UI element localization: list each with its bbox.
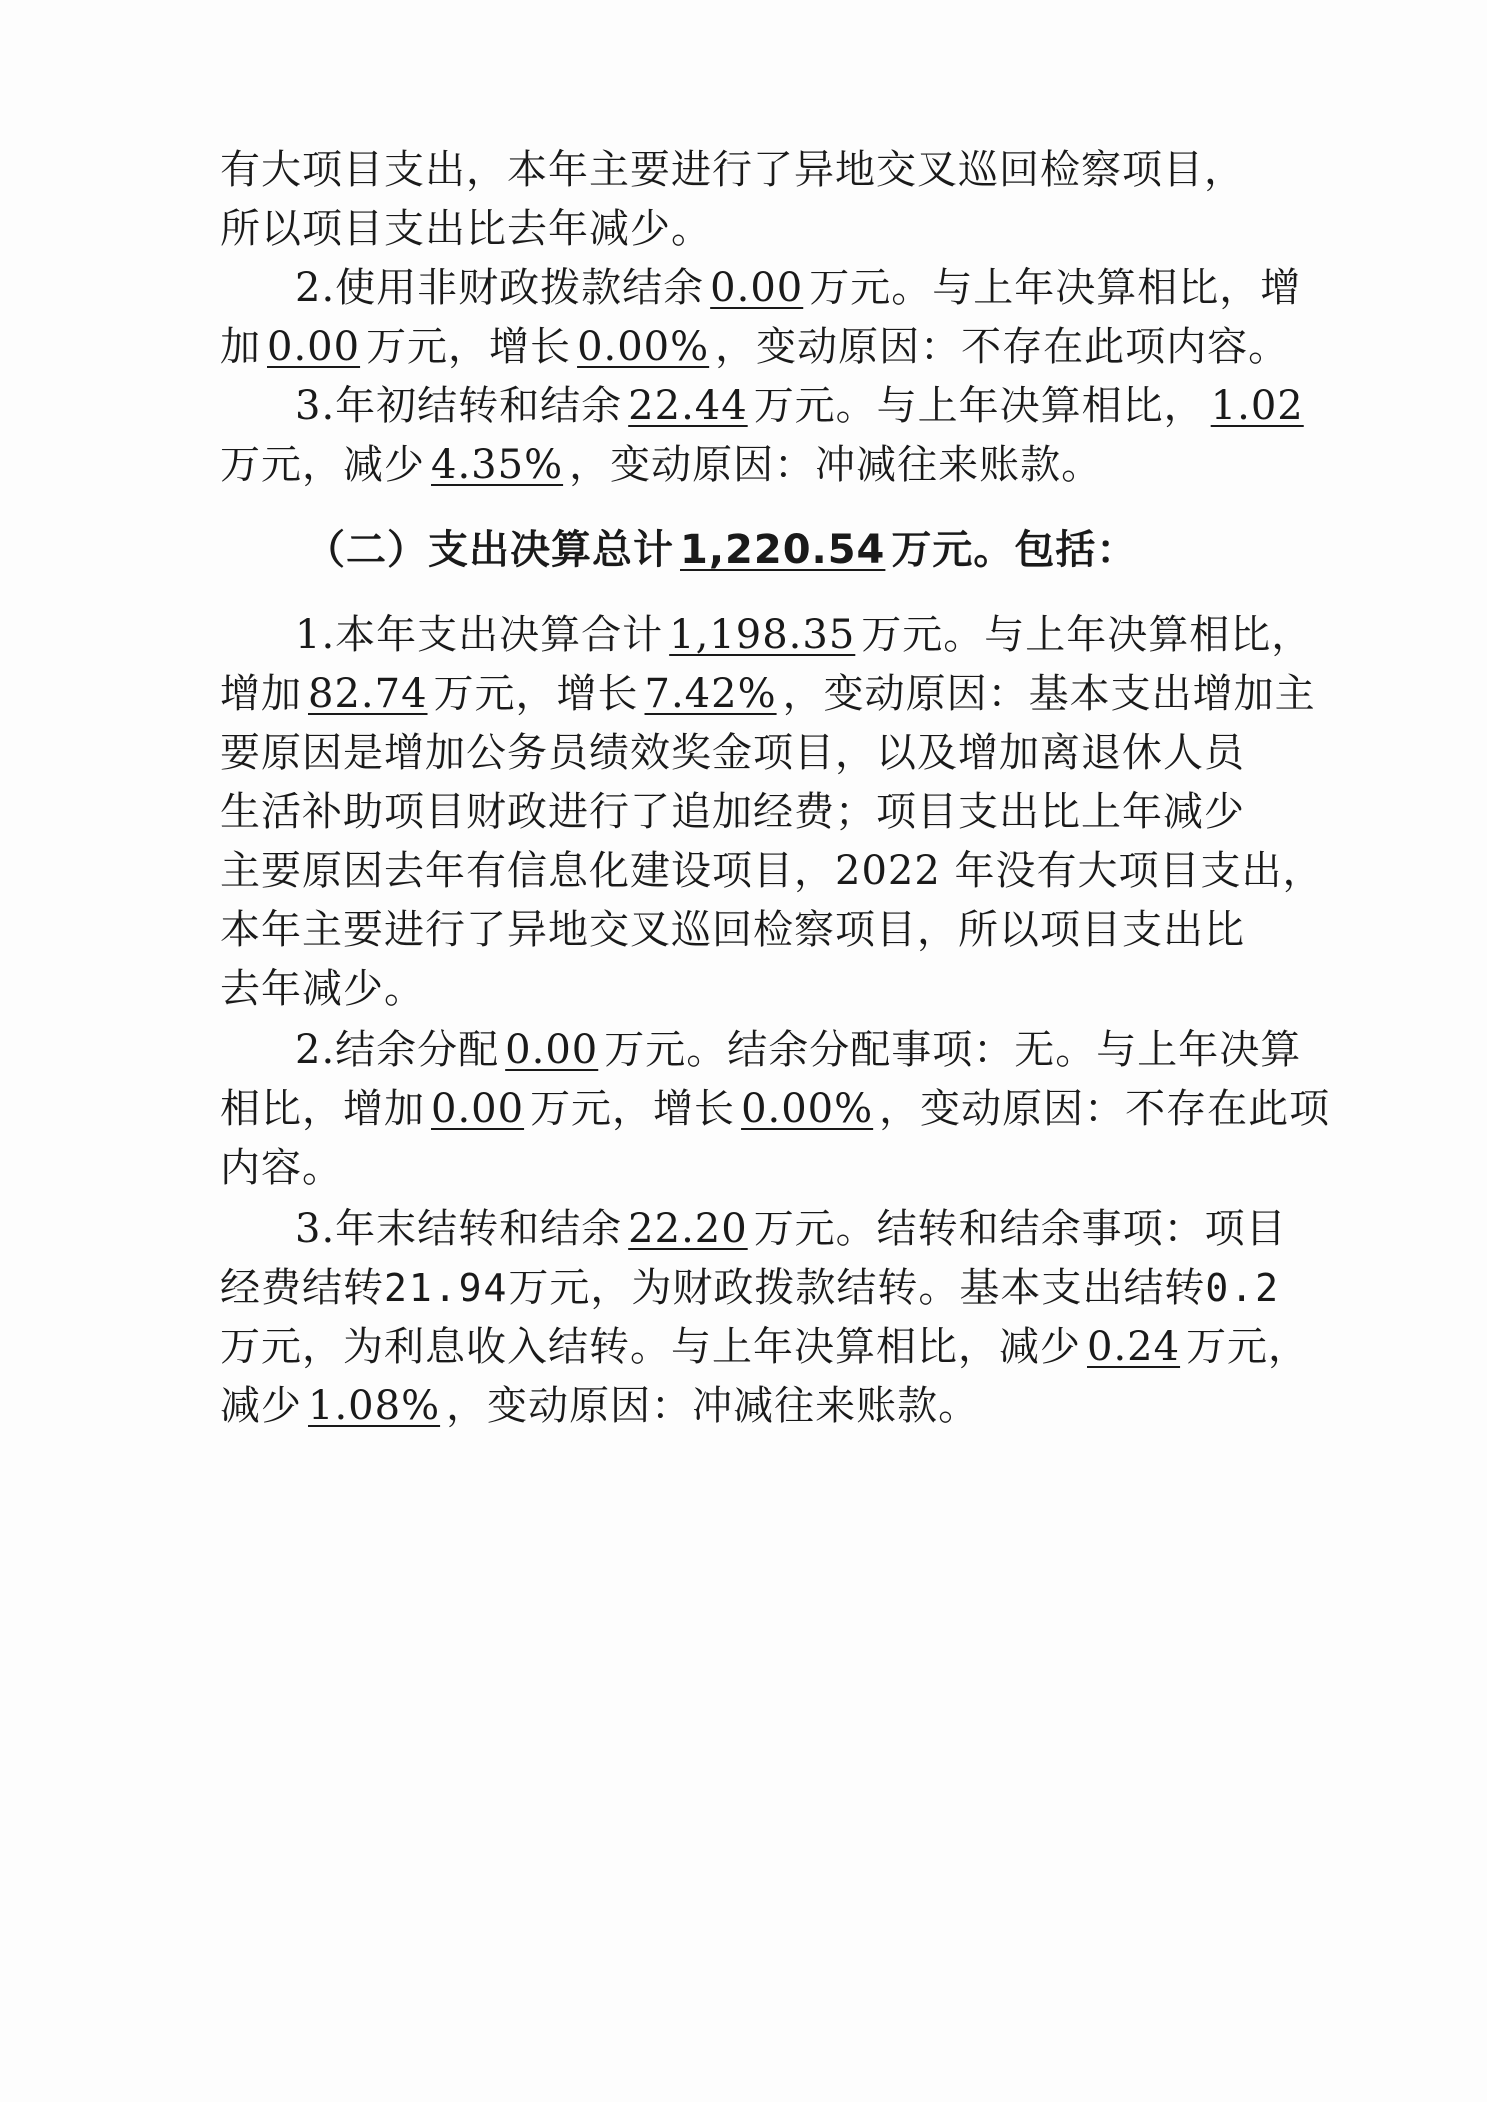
p4-line7-text: 去年减少。: [220, 966, 425, 1012]
p2-increase: 0.00: [267, 324, 361, 370]
p5-amount: 0.00: [505, 1027, 599, 1073]
p2-prefix: 2.使用非财政拨款结余: [295, 265, 705, 311]
p3-line2-a: 万元，减少: [220, 442, 425, 488]
p5-line3-text: 内容。: [220, 1145, 343, 1191]
p6-line3: [220, 1319, 1309, 1375]
p5-line2-a: 相比，增加: [220, 1086, 425, 1132]
p1-line2-text: 所以项目支出比去年减少。: [220, 206, 712, 252]
p3-change: 1.02: [1210, 383, 1304, 429]
p4-line3-text: 要原因是增加公务员绩效奖金项目，以及增加离退休人员: [220, 730, 1245, 776]
p6-mid1: 万元。结转和结余事项：项目: [753, 1206, 1287, 1252]
p4-line2-c: ，变动原因：基本支出增加主: [782, 671, 1316, 717]
p5-mid1: 万元。结余分配事项：无。与上年决算: [604, 1027, 1302, 1073]
p6-proj-amount: 21.94: [384, 1266, 509, 1310]
p2-line2-a: 加: [220, 324, 261, 370]
p2-rate: 0.00%: [577, 324, 710, 370]
p6-line2-b: 万元，为财政拨款结转。基本支出结转: [508, 1265, 1206, 1311]
p3-prefix: 3.年初结转和结余: [295, 383, 623, 429]
p1-line2: [220, 201, 712, 257]
p3-mid1: 万元。与上年决算相比，: [753, 383, 1205, 429]
p1-line1: [220, 142, 1245, 198]
p4-line2: [220, 666, 1316, 722]
p3-amount: 22.44: [628, 383, 748, 429]
p3-line1: [295, 378, 1310, 434]
p6-line2: [220, 1260, 1280, 1316]
p4-mid1: 万元。与上年决算相比，: [861, 612, 1313, 658]
p4-line4-text: 生活补助项目财政进行了追加经费；项目支出比上年减少: [220, 789, 1245, 835]
p5-line1: [295, 1022, 1301, 1078]
p6-line4-a: 减少: [220, 1383, 302, 1429]
p4-line6-text: 本年主要进行了异地交叉巡回检察项目，所以项目支出比: [220, 907, 1245, 953]
p4-line5: [220, 843, 1324, 899]
p4-line2-b: 万元，增长: [433, 671, 639, 717]
heading-suffix: 万元。包括：: [891, 527, 1138, 573]
heading-prefix: （二）支出决算总计: [305, 527, 674, 573]
p3-rate: 4.35%: [431, 442, 564, 488]
p2-line2: [220, 319, 1289, 375]
p4-prefix: 1.本年支出决算合计: [295, 612, 664, 658]
p2-line2-c: ，变动原因：不存在此项内容。: [715, 324, 1290, 370]
p5-line3: [220, 1140, 343, 1196]
p4-line3: [220, 725, 1245, 781]
p6-decrease: 0.24: [1087, 1324, 1181, 1370]
p5-line2-b: 万元，增长: [530, 1086, 736, 1132]
heading-amount: 1,220.54: [680, 527, 886, 573]
p4-amount: 1,198.35: [669, 612, 856, 658]
p5-increase: 0.00: [431, 1086, 525, 1132]
p4-line6: [220, 902, 1245, 958]
section-heading: [305, 522, 1137, 578]
p6-line3-a: 万元，为利息收入结转。与上年决算相比，减少: [220, 1324, 1081, 1370]
p6-line1: [295, 1201, 1287, 1257]
p6-line4-b: ，变动原因：冲减往来账款。: [446, 1383, 980, 1429]
p4-increase: 82.74: [308, 671, 428, 717]
p1-line1-text: 有大项目支出，本年主要进行了异地交叉巡回检察项目，: [220, 147, 1245, 193]
p2-amount: 0.00: [710, 265, 804, 311]
p6-basic-amount: 0.2: [1205, 1266, 1281, 1310]
p6-rate: 1.08%: [308, 1383, 441, 1429]
p6-line2-a: 经费结转: [220, 1265, 384, 1311]
p6-amount: 22.20: [628, 1206, 748, 1252]
p6-line4: [220, 1378, 979, 1434]
p4-line7: [220, 961, 425, 1017]
p2-line1: [295, 260, 1301, 316]
p5-rate: 0.00%: [741, 1086, 874, 1132]
p6-prefix: 3.年末结转和结余: [295, 1206, 623, 1252]
p3-line2: [220, 437, 1102, 493]
p2-line2-b: 万元，增长: [366, 324, 572, 370]
p4-rate: 7.42%: [644, 671, 777, 717]
p3-line2-b: ，变动原因：冲减往来账款。: [569, 442, 1103, 488]
p5-line2: [220, 1081, 1330, 1137]
p2-mid1: 万元。与上年决算相比，增: [809, 265, 1302, 311]
p4-line1: [295, 607, 1312, 663]
p4-line2-a: 增加: [220, 671, 302, 717]
p5-line2-c: ，变动原因：不存在此项: [879, 1086, 1331, 1132]
p5-prefix: 2.结余分配: [295, 1027, 500, 1073]
p4-line5-text: 主要原因去年有信息化建设项目，2022 年没有大项目支出，: [220, 848, 1324, 894]
p4-line4: [220, 784, 1245, 840]
p6-line3-b: 万元，: [1186, 1324, 1310, 1370]
